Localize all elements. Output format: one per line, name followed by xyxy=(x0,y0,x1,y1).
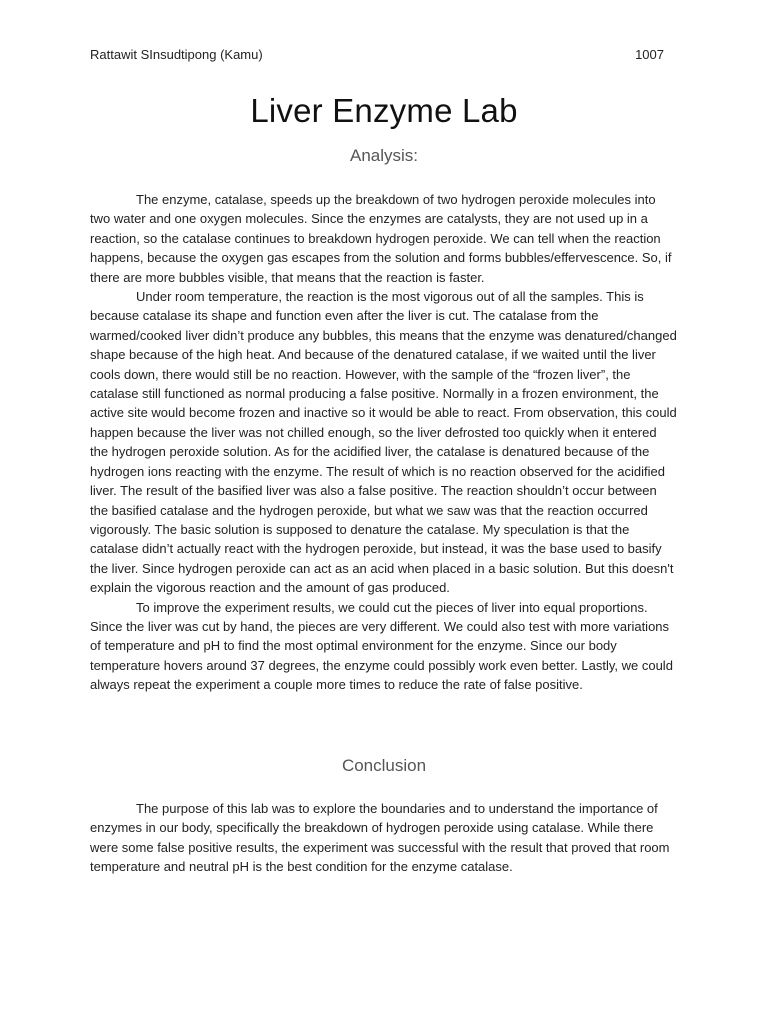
document-title: Liver Enzyme Lab xyxy=(250,92,518,129)
analysis-paragraph: Under room temperature, the reaction is the most vigorous out of all the samples. This is because catalase its shape and function even after the liver is cut. The catalase from the warmed/cooked liver didn’t produce any bubbles, this means that the enzyme was denatured/changed shape because of the high heat. And because of the denatured catalase, if we waited until the liver cools down, there would still be no reaction. However, with the sample of the “frozen liver”, the catalase still functioned as normal producing a false positive. Normally in a frozen environment, the active site would become frozen and inactive so it would be able to react. From observation, this could happen because the liver was not chilled enough, so the liver defrosted too quickly when it entered the hydrogen peroxide solution. As for the acidified liver, the catalase is denatured because of the hydrogen ions reacting with the enzyme. The result of which is no reaction observed for the acidified liver. The result of the basified liver was also a false positive. The reaction shouldn’t occur between the basified catalase and the hydrogen peroxide, but what we saw was that the reaction occurred vigorously. The basic solution is supposed to denature the catalase. My speculation is that the catalase didn’t actually react with the hydrogen peroxide, but instead, it was the base used to basify the liver. Since hydrogen peroxide can act as an acid when placed in a basic solution. But this doesn't explain the vigorous reaction and the amount of gas produced. xyxy=(90,289,677,596)
conclusion-paragraph: The purpose of this lab was to explore the boundaries and to understand the importance of enzymes in our body, specifically the breakdown of hydrogen peroxide using catalase. While there were some false positive results, the experiment was successful with the result that proved that room temperature and neutral pH is the best condition for the enzyme catalase. xyxy=(90,801,670,875)
conclusion-section xyxy=(90,799,678,877)
analysis-heading: Analysis: xyxy=(349,146,419,165)
analysis-section xyxy=(90,190,678,695)
page-number: 1007 xyxy=(635,47,664,62)
analysis-paragraph: The enzyme, catalase, speeds up the breakdown of two hydrogen peroxide molecules into two water and one oxygen molecules. Since the enzymes are catalysts, they are not used up in a reaction, so the catalase continues to breakdown hydrogen peroxide. We can tell when the reaction happens, because the oxygen gas escapes from the solution and forms bubbles/effervescence. So, if there are more bubbles visible, that means that the reaction is faster. xyxy=(90,192,672,285)
conclusion-heading: Conclusion xyxy=(341,756,427,775)
analysis-paragraph: To improve the experiment results, we could cut the pieces of liver into equal proportions. Since the liver was cut by hand, the pieces are very different. We could also test with more variations of temperature and pH to find the most optimal environment for the enzyme. Since our body temperature hovers around 37 degrees, the enzyme could possibly work even better. Lastly, we could always repeat the experiment a couple more times to reduce the rate of false positive. xyxy=(90,599,673,693)
page-header xyxy=(90,47,664,62)
author-name: Rattawit SInsudtipong (Kamu) xyxy=(90,47,263,62)
